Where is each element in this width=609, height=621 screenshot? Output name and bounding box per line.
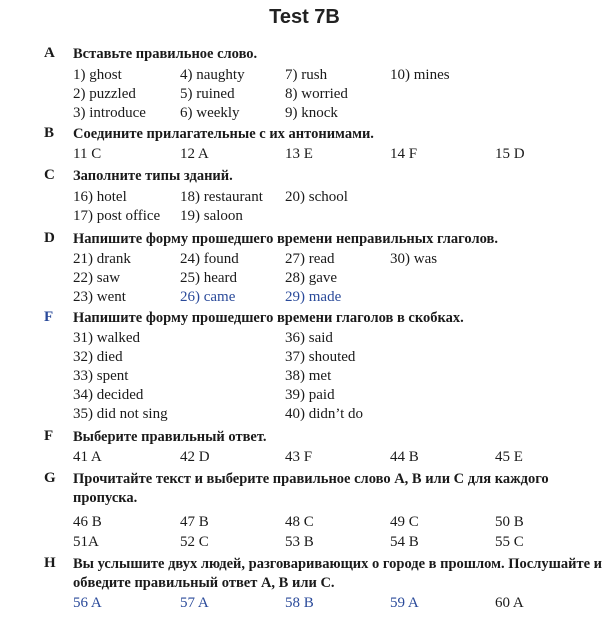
answer-item: 48 C [285,514,314,530]
answer-item: 31) walked [73,330,141,346]
answer-item: 44 B [390,449,419,465]
answer-item: 20) school [285,189,348,205]
section-h-letter: H [44,555,56,571]
answer-item: 1) ghost [73,67,122,83]
answer-item: 17) post office [73,208,161,224]
answer-item: 43 F [285,449,313,465]
answer-item: 19) saloon [180,208,243,224]
section-g-letter: G [44,470,56,486]
answer-item: 10) mines [390,67,450,83]
answer-item: 59 A [390,595,419,611]
answer-item: 24) found [180,251,239,267]
answer-item: 9) knock [285,105,338,121]
answer-item: 54 B [390,534,419,550]
answer-item: 23) went [73,289,126,305]
answer-item: 2) puzzled [73,86,136,102]
section-g-heading: Прочитайте текст и выберите правильное слово A, B или C для каждого пропуска. [73,471,549,506]
answer-item: 46 B [73,514,102,530]
answer-item: 50 B [495,514,524,530]
answer-item: 45 E [495,449,523,465]
answer-item: 55 C [495,534,524,550]
section-c-letter: C [44,167,55,183]
section-e-heading: Напишите форму прошедшего времени глаголов в скобках. [73,310,464,326]
section-h-heading: Вы услышите двух людей, разговаривающих о городе в прошлом. Послушайте и обведите правильный ответ A, B или C. [73,556,603,591]
answer-item: 15 D [495,146,525,162]
answer-item: 34) decided [73,387,144,403]
answer-item: 30) was [390,251,438,267]
answer-item: 7) rush [285,67,328,83]
answer-item: 35) did not sing [73,406,168,422]
section-a-heading: Вставьте правильное слово. [73,46,258,62]
answer-item: 56 A [73,595,102,611]
answer-item: 3) introduce [73,105,146,121]
answer-item: 26) came [180,289,236,305]
section-b-letter: B [44,125,55,141]
section-a-letter: A [44,45,55,61]
answer-item: 53 B [285,534,314,550]
answer-item: 14 F [390,146,418,162]
answer-item: 16) hotel [73,189,127,205]
answer-item: 38) met [285,368,332,384]
section-e-letter: F [44,309,54,325]
answer-item: 27) read [285,251,335,267]
section-f-letter: F [44,428,54,444]
answer-item: 42 D [180,449,210,465]
section-b-heading: Соедините прилагательные с их антонимами. [73,126,374,142]
answer-item: 60 A [495,595,524,611]
section-d-heading: Напишите форму прошедшего времени неправильных глаголов. [73,231,498,247]
answer-item: 51A [73,534,99,550]
answer-item: 58 B [285,595,314,611]
answer-item: 36) said [285,330,333,346]
answer-item: 12 A [180,146,209,162]
answer-item: 18) restaurant [180,189,263,205]
answer-item: 4) naughty [180,67,245,83]
answer-item: 52 C [180,534,209,550]
answer-item: 47 B [180,514,209,530]
answer-item: 41 A [73,449,102,465]
answer-item: 29) made [285,289,342,305]
answer-item: 25) heard [180,270,238,286]
answer-item: 21) drank [73,251,131,267]
answer-item: 22) saw [73,270,121,286]
answer-item: 11 C [73,146,102,162]
section-f-heading: Выберите правильный ответ. [73,429,267,445]
answer-item: 32) died [73,349,123,365]
answer-item: 28) gave [285,270,338,286]
answer-item: 33) spent [73,368,129,384]
answer-item: 57 A [180,595,209,611]
section-d-letter: D [44,230,55,246]
section-c-heading: Заполните типы зданий. [73,168,233,184]
answer-item: 49 C [390,514,419,530]
page-title: Test 7B [269,6,340,28]
answer-item: 39) paid [285,387,335,403]
answer-item: 37) shouted [285,349,356,365]
answer-item: 5) ruined [180,86,235,102]
answer-item: 13 E [285,146,313,162]
answer-item: 40) didn’t do [285,406,364,422]
answer-item: 8) worried [285,86,348,102]
answer-item: 6) weekly [180,105,240,121]
